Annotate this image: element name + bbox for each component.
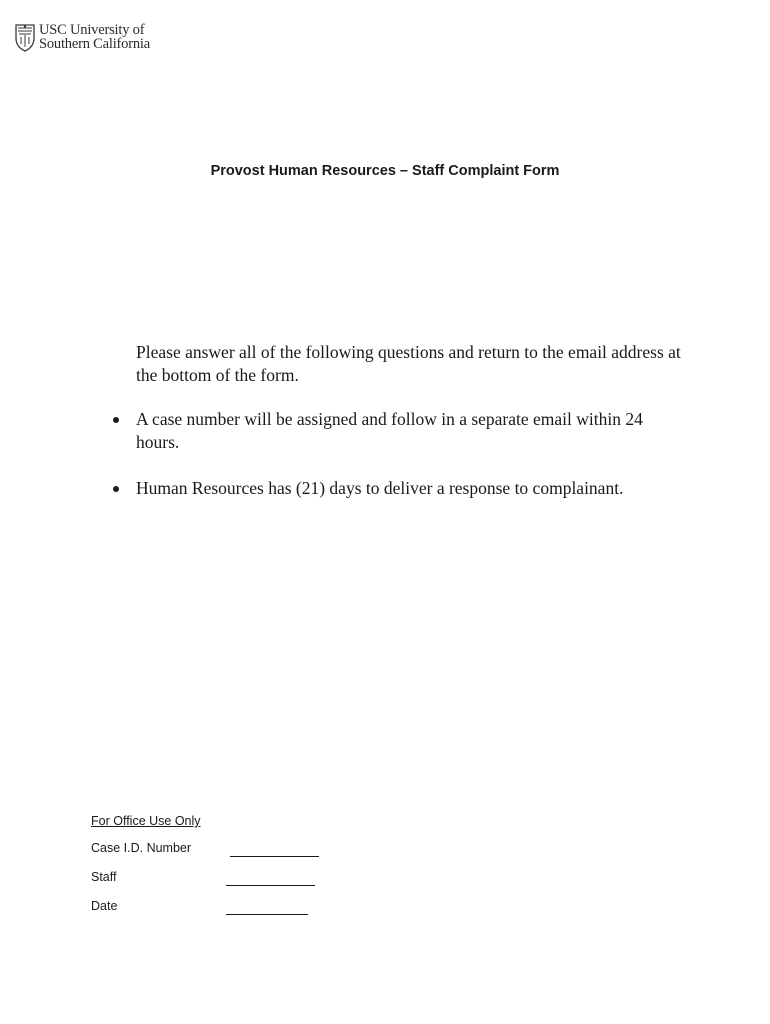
- bullet-dot-icon: [113, 486, 119, 492]
- date-row: [91, 899, 201, 928]
- staff-row: [91, 870, 201, 899]
- case-id-label: Case I.D. Number: [91, 841, 192, 855]
- bullet-text: Human Resources has (21) days to deliver a response to complainant.: [136, 478, 624, 498]
- office-use-heading: For Office Use Only: [91, 814, 201, 828]
- bullet-dot-icon: [113, 417, 119, 423]
- staff-field[interactable]: [226, 885, 315, 886]
- instructions-text: Please answer all of the following questions and return to the email address at the bottom of the form.: [136, 342, 681, 385]
- bullet-item: [136, 408, 676, 454]
- form-title: Provost Human Resources – Staff Complaint Form: [210, 163, 560, 179]
- usc-seal-icon: [14, 22, 36, 52]
- logo-line-1: USC University of: [39, 22, 145, 38]
- info-bullet-list: [136, 408, 676, 523]
- bullet-text: A case number will be assigned and follow in a separate email within 24 hours.: [136, 409, 643, 452]
- case-id-row: [91, 841, 201, 870]
- date-label: Date: [91, 899, 118, 913]
- date-field[interactable]: [226, 914, 308, 915]
- office-use-section: [91, 814, 201, 928]
- logo-line-2: Southern California: [39, 36, 150, 52]
- logo-wordmark: [39, 23, 150, 51]
- usc-logo: [14, 22, 150, 52]
- bullet-item: [136, 477, 676, 500]
- staff-label: Staff: [91, 870, 117, 884]
- case-id-field[interactable]: [230, 856, 319, 857]
